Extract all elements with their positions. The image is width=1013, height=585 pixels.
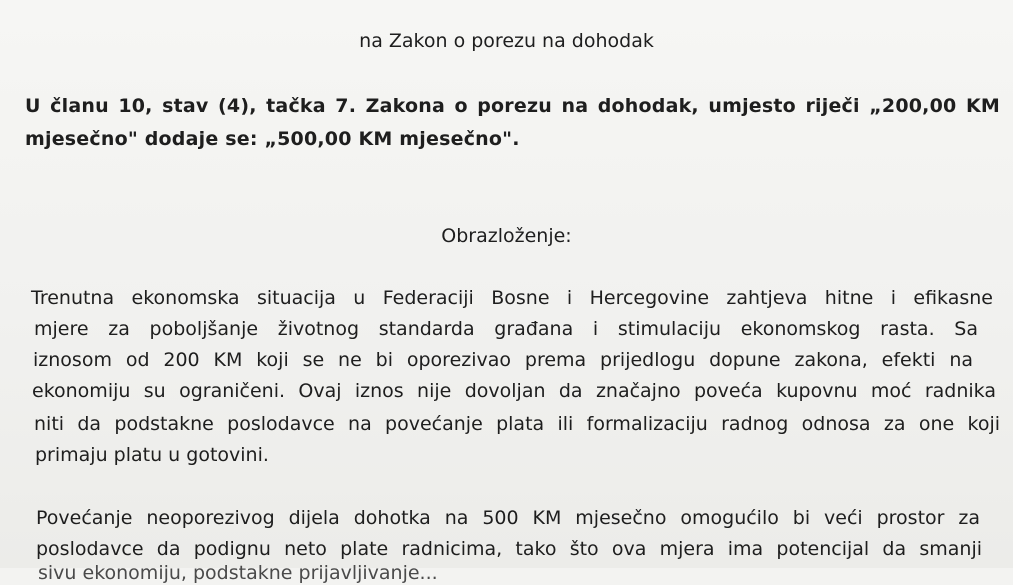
paragraph1-line-4: ekonomiju su ograničeni. Ovaj iznos nije dovoljan da značajno poveća kupovnu moć radnika (32, 380, 996, 402)
document-title: na Zakon o porezu na dohodak (359, 30, 654, 52)
paragraph1-line-2: mjere za poboljšanje životnog standarda građana i stimulaciju ekonomskog rasta. Sa (34, 318, 978, 340)
amendment-line-1: U članu 10, stav (4), tačka 7. Zakona o porezu na dohodak, umjesto riječi „200,00 KM (25, 95, 1000, 117)
paragraph2-line-3-partial: sivu ekonomiju, podstakne prijavljivanje... (38, 562, 438, 584)
paragraph1-line-5: niti da podstakne poslodavce na povećanje plata ili formalizaciju radnog odnosa za one koji (34, 413, 1000, 435)
paragraph1-line-6: primaju platu u gotovini. (35, 444, 269, 466)
paragraph2-line-1: Povećanje neoporezivog dijela dohotka na 500 KM mjesečno omogućilo bi veći prostor za (36, 507, 980, 529)
section-heading: Obrazloženje: (441, 225, 572, 247)
paragraph2-line-2: poslodavce da podignu neto plate radnicima, tako što ova mjera ima potencijal da smanji (36, 538, 982, 560)
paragraph1-line-1: Trenutna ekonomska situacija u Federaciji Bosne i Hercegovine zahtjeva hitne i efikasne (31, 287, 993, 309)
amendment-line-2: mjesečno" dodaje se: „500,00 KM mjesečno". (25, 128, 520, 150)
paragraph1-line-3: iznosom od 200 KM koji se ne bi oporezivao prema prijedlogu dopune zakona, efekti na (33, 349, 973, 371)
